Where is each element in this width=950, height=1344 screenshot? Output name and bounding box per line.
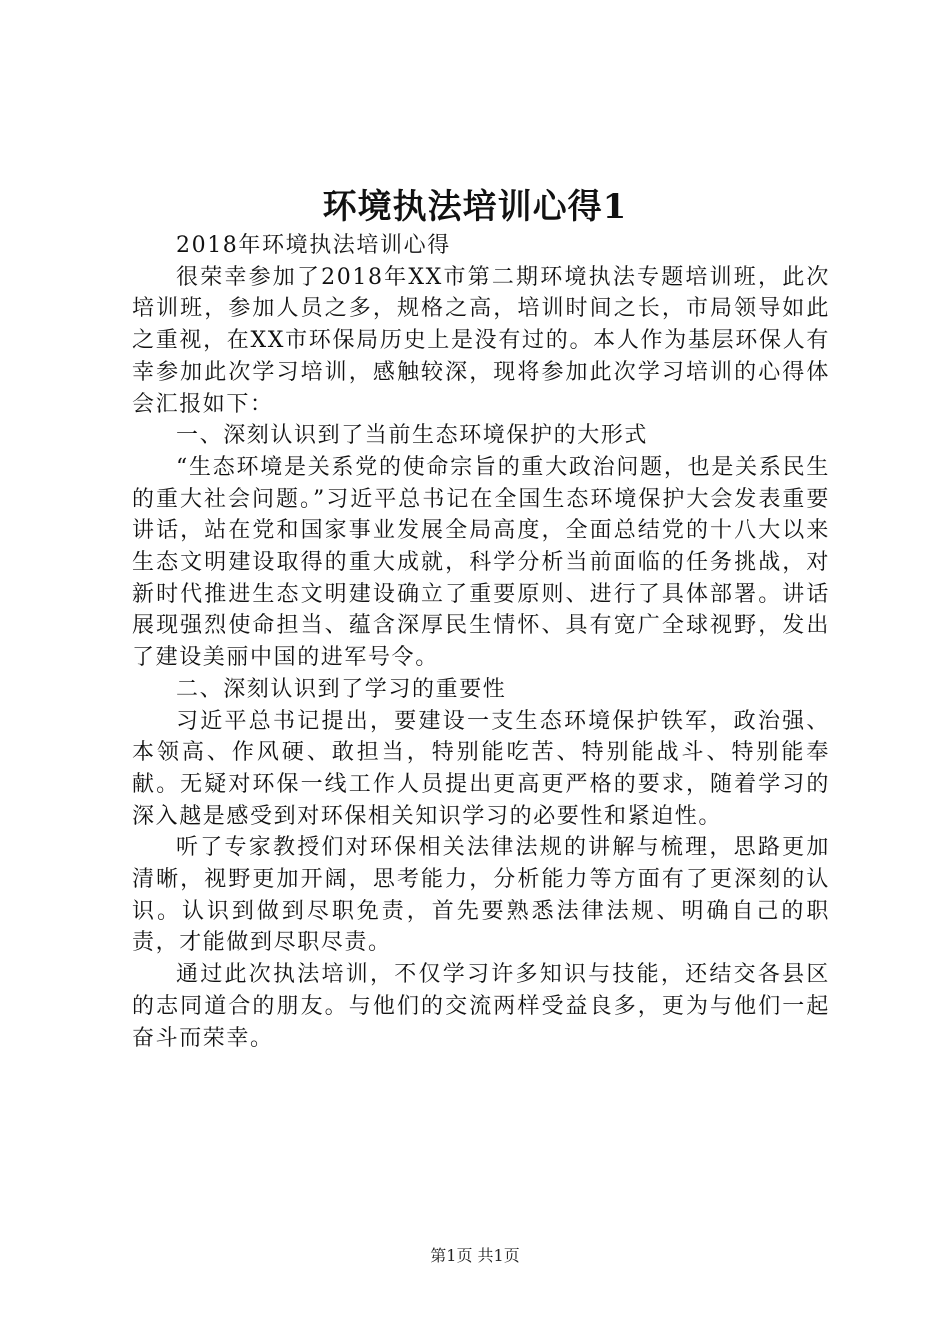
document-title: 环境执法培训心得1 bbox=[322, 187, 628, 227]
intro-paragraph: 很荣幸参加了2018年XX市第二期环境执法专题培训班，此次培训班，参加人员之多，规格之高，培训时间之长，市局领导如此之重视，在XX市环保局历史上是没有过的。本人作为基层环保人有幸参加此次学习培训，感触较深，现将参加此次学习培训的心得体会汇报如下： bbox=[132, 264, 830, 417]
body-paragraph: 习近平总书记提出，要建设一支生态环境保护铁军，政治强、本领高、作风硬、敢担当，特别能吃苦、特别能战斗、特别能奉献。无疑对环保一线工作人员提出更高更严格的要求，随着学习的深入越是感受到对环保相关知识学习的必要性和紧迫性。 bbox=[132, 708, 830, 829]
subtitle-paragraph: 2018年环境执法培训心得 bbox=[176, 233, 451, 258]
body-paragraph: 通过此次执法培训，不仅学习许多知识与技能，还结交各县区的志同道合的朋友。与他们的交流两样受益良多，更为与他们一起奋斗而荣幸。 bbox=[132, 962, 830, 1051]
section-heading-1: 一、深刻认识到了当前生态环境保护的大形式 bbox=[176, 423, 649, 449]
page-footer: 第1页 共1页 bbox=[430, 1246, 520, 1265]
section-heading-2: 二、深刻认识到了学习的重要性 bbox=[176, 676, 507, 702]
body-paragraph: 听了专家教授们对环保相关法律法规的讲解与梳理，思路更加清晰，视野更加开阔，思考能力，分析能力等方面有了更深刻的认识。认识到做到尽职免责，首先要熟悉法律法规、明确自己的职责，才能做到尽职尽责。 bbox=[132, 835, 830, 956]
document-body bbox=[132, 230, 830, 1054]
body-paragraph: “生态环境是关系党的使命宗旨的重大政治问题，也是关系民生的重大社会问题。”习近平总书记在全国生态环境保护大会发表重要讲话，站在党和国家事业发展全局高度，全面总结党的十八大以来生态文明建设取得的重大成就，科学分析当前面临的任务挑战，对新时代推进生态文明建设确立了重要原则、进行了具体部署。讲话展现强烈使命担当、蕴含深厚民生情怀、具有宽广全球视野，发出了建设美丽中国的进军号令。 bbox=[132, 454, 830, 671]
